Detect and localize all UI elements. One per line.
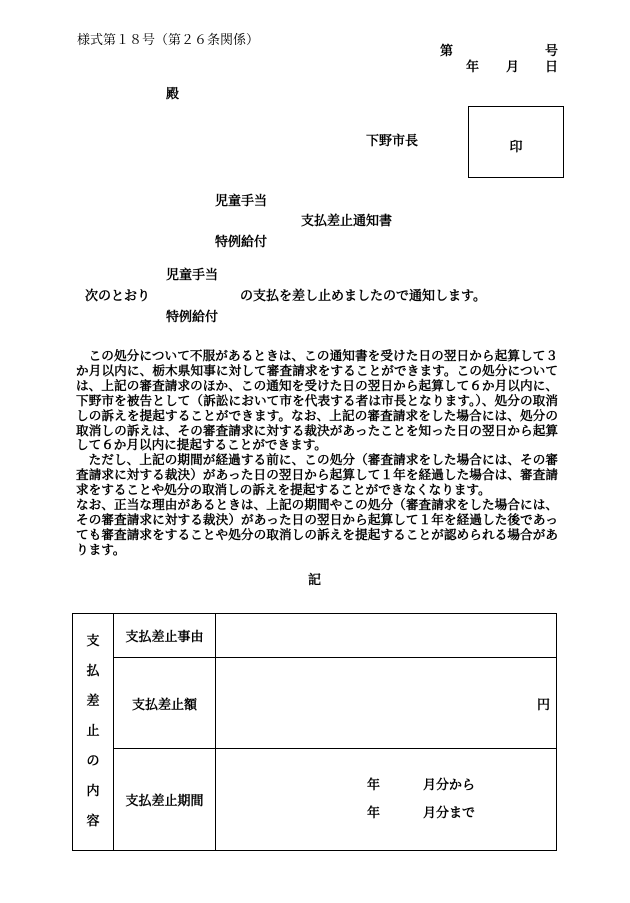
document-number-suffix: 号 (545, 44, 559, 59)
intro-option-1: 児童手当 (166, 268, 219, 283)
period-label: 支払差止期間 (114, 749, 216, 851)
record-heading: 記 (308, 573, 322, 588)
date-year: 年 (466, 60, 480, 75)
date-month: 月 (506, 60, 520, 75)
intro-suffix: の支払を差し止めましたので通知します。 (240, 289, 486, 304)
document-number-prefix: 第 (440, 44, 454, 59)
addressee-suffix: 殿 (166, 87, 180, 102)
vertical-heading-cell (73, 614, 114, 851)
title-option-2: 特例給付 (215, 235, 268, 250)
vertical-heading-char: 払 (86, 664, 100, 679)
vertical-heading-char: 止 (86, 724, 100, 739)
intro-option-2: 特例給付 (166, 310, 219, 325)
date-day: 日 (545, 60, 559, 75)
period-from-year: 年 (367, 778, 381, 793)
issuer-name: 下野市長 (366, 134, 419, 149)
appeal-notice (76, 349, 558, 558)
seal-box (468, 106, 564, 178)
seal-mark: 印 (509, 140, 523, 155)
amount-label: 支払差止額 (114, 658, 216, 749)
form-number: 様式第１８号（第２６条関係） (77, 33, 260, 48)
notice-paragraph-1: この処分について不服があるときは、この通知書を受けた日の翌日から起算して３か月以内に、栃木県知事に対して審査請求をすることができます。この処分については、上記の審査請求のほか、この通知を受けた日の翌日から起算して６か月以内に、下野市を被告として（訴訟において市を代表する者は市長となります。）、処分の取消しの訴えを提起することができます。なお、上記の審査請求をした場合には、処分の取消しの訴えは、その審査請求に対する裁決があったことを知った日の翌日から起算して６か月以内に提起することができます。 (76, 348, 558, 453)
vertical-heading-char: の (86, 754, 100, 769)
period-to-month: 月分まで (423, 806, 476, 821)
amount-unit: 円 (216, 658, 557, 749)
reason-value-cell (216, 614, 557, 658)
intro-prefix: 次のとおり (85, 289, 151, 304)
period-to-year: 年 (367, 806, 381, 821)
details-table (72, 613, 557, 851)
period-value-cell (216, 749, 557, 851)
vertical-heading-char: 支 (86, 634, 100, 649)
notice-paragraph-2: ただし、上記の期間が経過する前に、この処分（審査請求をした場合には、その審査請求に対する裁決）があった日の翌日から起算して１年を経過した場合は、審査請求をすることや処分の取消しの訴えを提起することができなくなります。 (76, 452, 558, 498)
document-title: 支払差止通知書 (301, 214, 393, 229)
notice-paragraph-3: なお、正当な理由があるときは、上記の期間やこの処分（審査請求をした場合には、その審査請求に対する裁決）があった日の翌日から起算して１年を経過した後であっても審査請求をすることや処分の取消しの訴えを提起することが認められる場合があります。 (76, 497, 558, 557)
reason-label: 支払差止事由 (114, 614, 216, 658)
vertical-heading-char: 容 (86, 814, 100, 829)
vertical-heading-char: 内 (86, 784, 100, 799)
period-from-month: 月分から (423, 778, 476, 793)
title-option-1: 児童手当 (215, 194, 268, 209)
vertical-heading-char: 差 (86, 694, 100, 709)
